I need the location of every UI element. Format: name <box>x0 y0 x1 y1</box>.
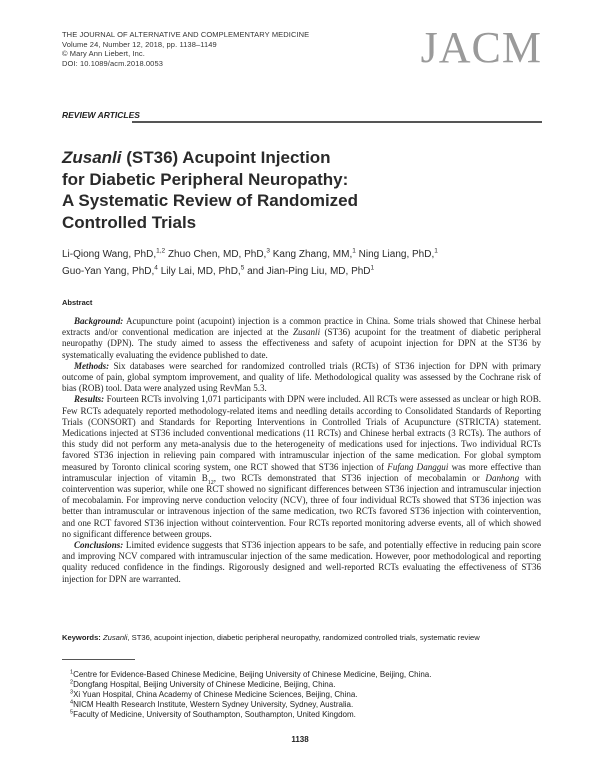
author-list <box>62 247 562 280</box>
title-line2: for Diabetic Peripheral Neuropathy: <box>62 169 349 189</box>
affiliation-text: Faculty of Medicine, University of Southampton, Southampton, United Kingdom. <box>73 709 356 719</box>
conclusions-text: Limited evidence suggests that ST36 injection appears to be safe, and potentially effective in reducing pain score and improving NCV compared with intramuscular injection of the same medication. However, poor methodological and reporting quality reduced confidence in the findings. Rigorously designed and well-reported RCTs evaluating the effectiveness of ST36 injection for DPN are warranted. <box>62 540 541 584</box>
affiliation-item <box>70 680 431 690</box>
abstract-body <box>62 316 541 585</box>
journal-name: THE JOURNAL OF ALTERNATIVE AND COMPLEMENTARY MEDICINE <box>62 30 310 39</box>
background-label: Background: <box>74 316 124 326</box>
affiliation-text: NICM Health Research Institute, Western Sydney University, Sydney, Australia. <box>73 699 354 709</box>
journal-header <box>62 30 309 68</box>
author-name[interactable]: Lily Lai, MD, PhD, <box>160 265 241 277</box>
author-name[interactable]: Guo-Yan Yang, PhD, <box>62 265 155 277</box>
affiliation-number: 4 <box>70 699 74 706</box>
authors-line2 <box>62 264 562 281</box>
author-affil: 4 <box>154 264 158 272</box>
keywords <box>62 633 552 642</box>
abstract-results <box>62 394 541 540</box>
author-name[interactable]: Jian-Ping Liu, MD, PhD <box>266 265 371 277</box>
keywords-label: Keywords: <box>62 633 101 642</box>
results-italic-1: Fufang Danggui <box>387 461 449 472</box>
affiliation-text: Xi Yuan Hospital, China Academy of Chinese Medicine Sciences, Beijing, China. <box>73 689 358 699</box>
author-name[interactable]: Zhuo Chen, MD, PhD, <box>167 249 267 260</box>
methods-label: Methods: <box>74 360 110 371</box>
authors-and: and <box>247 265 264 277</box>
author-affil: 1 <box>434 247 438 255</box>
background-text: Acupuncture point (acupoint) injection is a common practice in China. Some trials showed that Chinese herbal extracts and/or conventional medication are injected at the <box>62 316 541 338</box>
author-name[interactable]: Kang Zhang, MM, <box>272 249 353 260</box>
results-label: Results: <box>74 394 105 405</box>
author-name[interactable]: Ning Liang, PhD, <box>358 249 435 260</box>
affiliation-item <box>70 700 431 710</box>
results-subscript: 12 <box>207 479 214 486</box>
affiliation-text: Dongfang Hospital, Beijing University of Chinese Medicine, Beijing, China. <box>73 679 336 689</box>
author-affil: 1,2 <box>156 247 166 255</box>
authors-line1 <box>62 247 562 264</box>
results-text-3: , two RCTs demonstrated that ST36 injection of mecobalamin or <box>213 472 486 483</box>
author-affil: 1 <box>370 264 375 272</box>
background-text-2: (ST36) acupoint for the treatment of diabetic peripheral neuropathy (DPN). The study aimed to assess the effectiveness and safety of acupoint injection for DPN at the ST36 by systematically evaluating the evidence published to date. <box>62 327 541 360</box>
journal-volume: Volume 24, Number 12, 2018, pp. 1138–1149 <box>62 39 217 49</box>
affiliation-number: 3 <box>70 689 74 696</box>
journal-copyright: © Mary Ann Liebert, Inc. <box>62 49 145 59</box>
footnote-rule <box>62 659 135 660</box>
affiliation-text: Centre for Evidence-Based Chinese Medicine, Beijing University of Chinese Medicine, Beijing, China. <box>73 670 432 679</box>
title-line1: (ST36) Acupoint Injection <box>121 148 331 167</box>
affiliation-item <box>70 710 431 720</box>
keyword-italic: Zusanli <box>102 633 128 642</box>
keywords-text: , ST36, acupoint injection, diabetic peripheral neuropathy, randomized controlled trials, systematic review <box>127 633 480 642</box>
results-text-2: was more effective than intramuscular injection of vitamin B <box>62 461 542 483</box>
affiliation-item <box>70 670 431 680</box>
journal-doi[interactable]: DOI: 10.1089/acm.2018.0053 <box>62 58 164 68</box>
abstract-background <box>62 316 541 361</box>
title-line3: A Systematic Review of Randomized <box>62 191 359 210</box>
author-affil: 1 <box>352 247 356 255</box>
author-affil: 3 <box>266 247 270 255</box>
results-italic-2: Danhong <box>485 472 520 483</box>
affiliation-number: 5 <box>70 708 74 715</box>
background-italic: Zusanli <box>292 327 321 338</box>
abstract-methods <box>62 361 541 395</box>
abstract-conclusions <box>62 540 541 585</box>
affiliation-number: 2 <box>70 679 74 686</box>
page-number: 1138 <box>291 735 309 744</box>
affiliations <box>70 670 431 720</box>
title-line4: Controlled Trials <box>62 212 197 232</box>
title-italic: Zusanli <box>62 148 122 167</box>
section-label: REVIEW ARTICLES <box>62 110 140 120</box>
abstract-heading: Abstract <box>62 298 93 307</box>
author-affil: 5 <box>240 264 245 272</box>
article-title <box>62 147 358 233</box>
methods-text: Six databases were searched for randomized controlled trials (RCTs) of ST36 injection for DPN with primary outcome of pain, global symptom improvement, and quality of life. Methodological quality was assessed by the Cochrane risk of bias (ROB) tool. Data were analyzed using RevMan 5.3. <box>62 360 541 394</box>
conclusions-label: Conclusions: <box>74 540 124 551</box>
author-name[interactable]: Li-Qiong Wang, PhD, <box>62 249 157 260</box>
results-text: Fourteen RCTs involving 1,071 participants with DPN were included. All RCTs were assessed as unclear or high ROB. Few RCTs adequately reported methodology-related items and needling details according to Consolidated Standards of Reporting Trials (CONSORT) and Standards for Reporting Interventions in Controlled Trials of Acupuncture (STRICTA) statement. Medications injected at ST36 included conventional medications (11 RCTs) and Chinese herbal extracts (3 RCTs). The authors of this study did not perform any meta-analysis due to the heterogeneity of medications used for injections. Two individual RCTs favored ST36 injection in relieving pain compared with intramuscular injection of the same medication. For global symptom measured by Toronto clinical scoring system, one RCT showed that ST36 injection of <box>62 394 541 472</box>
affiliation-item <box>70 690 431 700</box>
journal-logo: JACM <box>420 23 542 72</box>
affiliation-number: 1 <box>70 669 74 676</box>
section-rule <box>132 121 542 123</box>
results-text-4: with cointervention was superior, while one RCT showed no significant differences between ST36 injection and intramuscular injection of mecobalamin. For improving nerve conduction velocity (NCV), three of four individual RCTs showed that ST36 injection was better than intramuscular or intravenous injection of the same medication, two RCTs favored ST36 injection with cointervention, and one RCT favored ST36 injection without cointervention. Four RCTs reported monitoring adverse events, all of which showed no significant difference between groups. <box>62 472 541 539</box>
